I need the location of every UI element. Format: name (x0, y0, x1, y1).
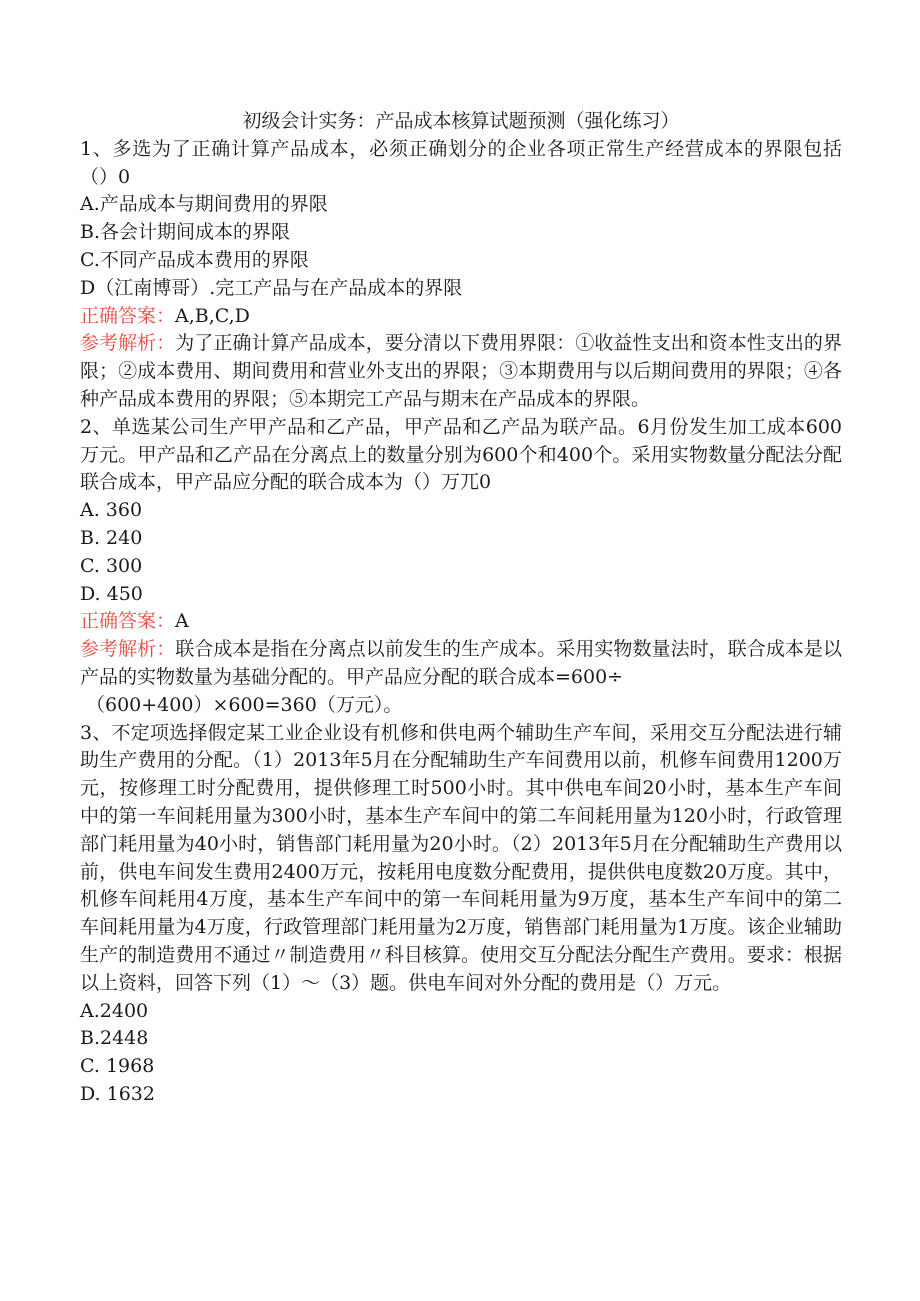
option-a: A. 360 (80, 499, 143, 522)
option-d: D（江南博哥）.完工产品与在产品成本的界限 (80, 276, 463, 299)
option-b: B.各会计期间成本的界限 (80, 221, 291, 244)
option-c: C. 1968 (80, 1055, 155, 1078)
option-d: D. 1632 (80, 1082, 155, 1105)
question-1 (80, 136, 842, 414)
answer-label: 正确答案： (80, 304, 176, 327)
answer-value: A,B,C,D (175, 304, 250, 327)
answer-value: A (175, 610, 189, 633)
question-3 (80, 720, 842, 1109)
analysis-continuation: （600+400）×600=360（万元）。 (86, 693, 403, 716)
analysis-label: 参考解析： (80, 332, 176, 355)
question-stem: 3、不定项选择假定某工业企业设有机修和供电两个辅助生产车间，采用交互分配法进行辅助生产费用的分配。（1）2013年5月在分配辅助生产车间费用以前，机修车间费用1200万元，按修理工时分配费用，提供修理工时500小时。其中供电车间20小时，基本生产车间中的第一车间耗用量为300小时，基本生产车间中的第二车间耗用量为120小时，行政管理部门耗用量为40小时，销售部门耗用量为20小时。（2）2013年5月在分配辅助生产费用以前，供电车间发生费用2400万元，按耗用电度数分配费用，提供供电度数20万度。其中，机修车间耗用4万度，基本生产车间中的第一车间耗用量为9万度，基本生产车间中的第二车间耗用量为4万度，行政管理部门耗用量为2万度，销售部门耗用量为1万度。该企业辅助生产的制造费用不通过〃制造费用〃科目核算。使用交互分配法分配生产费用。要求：根据以上资料，回答下列（1）～（3）题。供电车间对外分配的费用是（）万元。 (80, 721, 842, 994)
answer-line (80, 608, 842, 636)
page-title: 初级会计实务：产品成本核算试题预测（强化练习） (242, 110, 680, 132)
option-b: B.2448 (80, 1027, 149, 1050)
analysis-line (80, 636, 842, 692)
question-stem: 1、多选为了正确计算产品成本，必须正确划分的企业各项正常生产经营成本的界限包括（）0 (80, 137, 842, 188)
analysis-label: 参考解析： (80, 638, 176, 661)
question-stem: 2、单选某公司生产甲产品和乙产品，甲产品和乙产品为联产品。6月份发生加工成本600万元。甲产品和乙产品在分离点上的数量分别为600个和400个。采用实物数量分配法分配联合成本，甲产品应分配的联合成本为（）万兀0 (80, 415, 842, 494)
answer-line (80, 303, 842, 331)
option-b: B. 240 (80, 526, 143, 549)
answer-label: 正确答案： (80, 610, 176, 633)
question-2 (80, 414, 842, 720)
option-c: C.不同产品成本费用的界限 (80, 248, 309, 271)
analysis-text: 联合成本是指在分离点以前发生的生产成本。采用实物数量法时，联合成本是以产品的实物数量为基础分配的。甲产品应分配的联合成本=600÷ (80, 638, 842, 688)
option-a: A.2400 (80, 999, 149, 1022)
option-d: D. 450 (80, 582, 143, 605)
document-page (80, 108, 842, 1109)
option-c: C. 300 (80, 554, 143, 577)
analysis-text: 为了正确计算产品成本，要分清以下费用界限：①收益性支出和资本性支出的界限；②成本费用、期间费用和营业外支出的界限；③本期费用与以后期间费用的界限；④各种产品成本费用的界限；⑤本期完工产品与期末在产品成本的界限。 (80, 332, 842, 410)
option-a: A.产品成本与期间费用的界限 (80, 193, 328, 216)
analysis-line (80, 330, 842, 413)
